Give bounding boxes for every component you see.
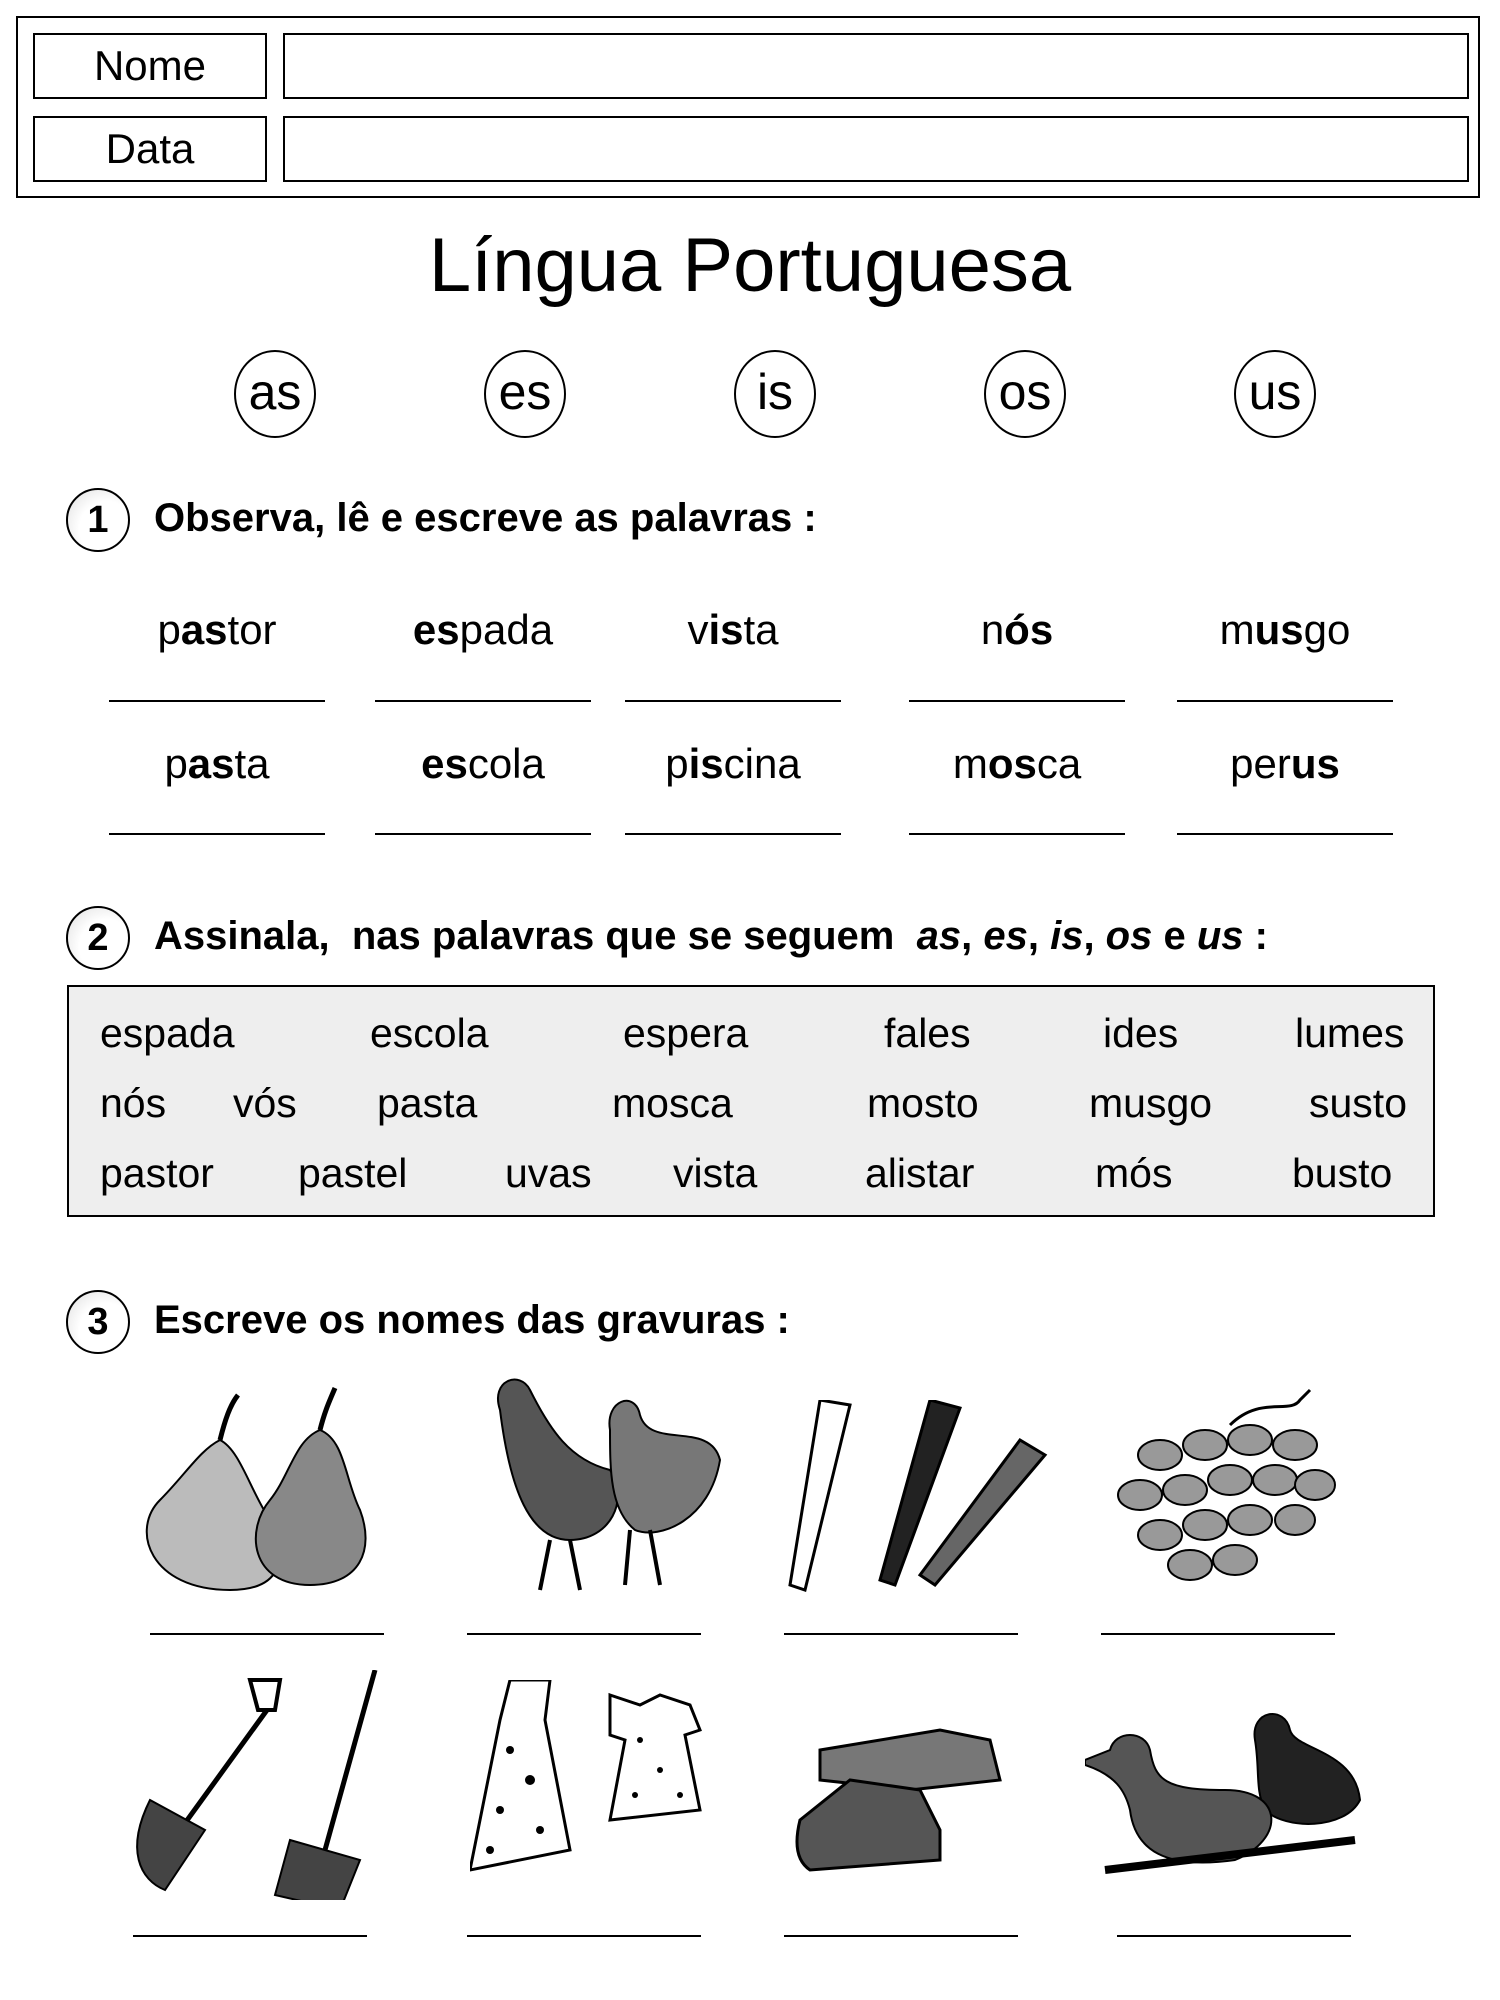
- comma: ,: [1083, 914, 1106, 958]
- answer-line-pens[interactable]: [784, 1633, 1018, 1635]
- word-part-bold: es: [421, 740, 468, 787]
- word-part-post: tor: [227, 606, 277, 653]
- syllable-es: es: [983, 914, 1028, 958]
- word-part-pre: p: [157, 606, 181, 653]
- selectable-word[interactable]: pastel: [298, 1150, 408, 1196]
- colon: :: [1243, 914, 1268, 958]
- shovels-picture: [110, 1670, 390, 1900]
- selectable-word[interactable]: vista: [673, 1150, 758, 1196]
- dresses-picture: [470, 1680, 730, 1900]
- conjunction: e: [1152, 914, 1197, 958]
- word-part-bold: es: [412, 606, 460, 653]
- shoes-picture: [790, 1710, 1010, 1880]
- word-part-bold: is: [708, 606, 744, 653]
- practice-word: [353, 606, 613, 654]
- pears-picture: [130, 1380, 390, 1600]
- word-part-pre: m: [952, 740, 988, 787]
- selectable-word[interactable]: espera: [623, 1010, 749, 1056]
- section-1-instruction: Observa, lê e escreve as palavras :: [154, 496, 817, 540]
- syllable-as: as: [916, 914, 962, 958]
- answer-line[interactable]: [625, 833, 841, 835]
- word-part-bold: as: [180, 606, 228, 653]
- syllable-is: is: [1050, 914, 1084, 958]
- word-part-pre: p: [164, 740, 188, 787]
- name-field[interactable]: [283, 33, 1469, 99]
- word-part-post: ta: [743, 606, 779, 653]
- selectable-word[interactable]: alistar: [865, 1150, 975, 1196]
- selectable-word[interactable]: musgo: [1089, 1080, 1213, 1126]
- selectable-word[interactable]: nós: [100, 1080, 167, 1126]
- answer-line-shoes[interactable]: [784, 1935, 1018, 1937]
- practice-word: [87, 740, 347, 788]
- practice-word: [1155, 606, 1415, 654]
- word-part-bold: os: [987, 740, 1037, 787]
- answer-line[interactable]: [1177, 700, 1393, 702]
- word-part-pre: n: [980, 606, 1005, 653]
- answer-line[interactable]: [1177, 833, 1393, 835]
- practice-word: [1155, 740, 1415, 788]
- selectable-word[interactable]: pasta: [377, 1080, 478, 1126]
- answer-line-shovels[interactable]: [133, 1935, 367, 1937]
- selectable-word[interactable]: susto: [1309, 1080, 1407, 1126]
- syllable-os: os: [1105, 914, 1153, 958]
- selectable-word[interactable]: mosto: [867, 1080, 979, 1126]
- word-part-bold: us: [1254, 606, 1304, 653]
- selectable-word[interactable]: pastor: [100, 1150, 214, 1196]
- answer-line-grapes[interactable]: [1101, 1633, 1335, 1635]
- selectable-word[interactable]: fales: [884, 1010, 971, 1056]
- practice-word: [887, 740, 1147, 788]
- section-3-instruction: Escreve os nomes das gravuras :: [154, 1298, 790, 1342]
- word-part-post: cola: [467, 740, 545, 787]
- answer-line[interactable]: [109, 833, 325, 835]
- answer-line[interactable]: [909, 833, 1125, 835]
- selectable-word[interactable]: lumes: [1295, 1010, 1405, 1056]
- pens-picture: [780, 1400, 1050, 1600]
- section-2-number: 2: [66, 906, 130, 970]
- answer-line-ducks[interactable]: [1117, 1935, 1351, 1937]
- word-part-bold: as: [187, 740, 235, 787]
- answer-line-pears[interactable]: [150, 1633, 384, 1635]
- comma: ,: [1027, 914, 1051, 958]
- page-title: Língua Portuguesa: [428, 223, 1072, 308]
- word-part-post: go: [1303, 606, 1351, 653]
- answer-line[interactable]: [375, 700, 591, 702]
- answer-line[interactable]: [625, 700, 841, 702]
- word-part-post: ca: [1036, 740, 1082, 787]
- syllable-us: us: [1196, 914, 1244, 958]
- word-part-pre: p: [665, 740, 689, 787]
- word-part-pre: m: [1219, 606, 1255, 653]
- word-part-post: ta: [234, 740, 270, 787]
- selectable-word[interactable]: vós: [233, 1080, 297, 1126]
- selectable-word[interactable]: mosca: [612, 1080, 733, 1126]
- selectable-word[interactable]: uvas: [505, 1150, 592, 1196]
- ducks-picture: [1085, 1690, 1365, 1890]
- selectable-word[interactable]: busto: [1292, 1150, 1393, 1196]
- selectable-word[interactable]: espada: [100, 1010, 235, 1056]
- word-part-bold: ós: [1004, 606, 1054, 653]
- word-part-bold: is: [688, 740, 724, 787]
- section-3-number: 3: [66, 1290, 130, 1354]
- word-part-pre: v: [687, 606, 709, 653]
- selectable-word[interactable]: mós: [1095, 1150, 1173, 1196]
- practice-word: [353, 740, 613, 788]
- instruction-text: Assinala, nas palavras que se seguem: [154, 914, 917, 958]
- roosters-picture: [460, 1370, 730, 1600]
- selectable-word[interactable]: escola: [370, 1010, 489, 1056]
- answer-line-roosters[interactable]: [467, 1633, 701, 1635]
- date-field[interactable]: [283, 116, 1469, 182]
- syllable-os: os: [984, 350, 1066, 438]
- practice-word: [887, 606, 1147, 654]
- section-1-number: 1: [66, 488, 130, 552]
- practice-word: [603, 740, 863, 788]
- answer-line-dresses[interactable]: [467, 1935, 701, 1937]
- word-part-bold: us: [1290, 740, 1340, 787]
- answer-line[interactable]: [375, 833, 591, 835]
- selectable-word[interactable]: ides: [1103, 1010, 1179, 1056]
- word-part-pre: per: [1230, 740, 1291, 787]
- practice-word: [87, 606, 347, 654]
- name-label: Nome: [33, 33, 267, 99]
- grapes-picture: [1100, 1385, 1350, 1605]
- syllable-as: as: [234, 350, 316, 438]
- comma: ,: [961, 914, 984, 958]
- syllable-us: us: [1234, 350, 1316, 438]
- word-part-post: pada: [459, 606, 554, 653]
- section-2-instruction: [154, 914, 1268, 959]
- syllable-is: is: [734, 350, 816, 438]
- date-label: Data: [33, 116, 267, 182]
- syllable-es: es: [484, 350, 566, 438]
- word-part-post: cina: [723, 740, 801, 787]
- answer-line[interactable]: [109, 700, 325, 702]
- practice-word: [603, 606, 863, 654]
- answer-line[interactable]: [909, 700, 1125, 702]
